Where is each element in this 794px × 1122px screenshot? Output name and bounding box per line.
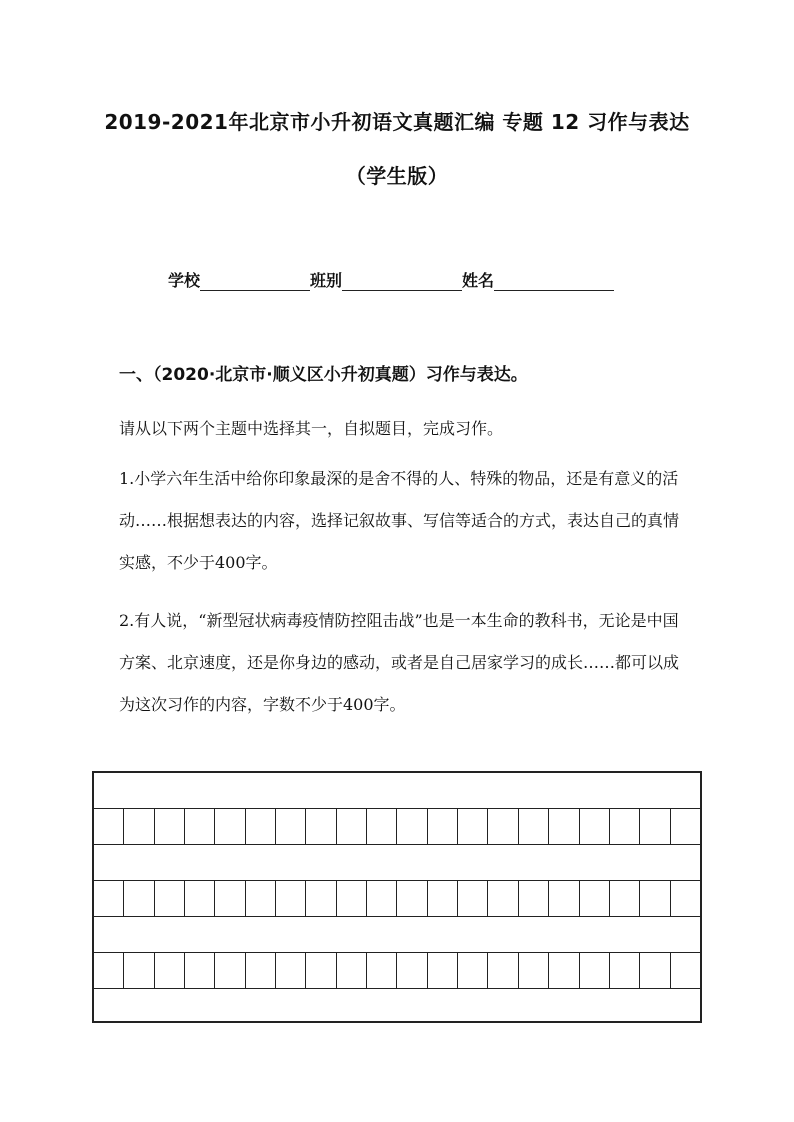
grid-cell[interactable] [488,953,518,988]
grid-cell[interactable] [276,809,306,844]
grid-cell[interactable] [155,953,185,988]
grid-cell[interactable] [397,881,427,916]
grid-cell[interactable] [246,809,276,844]
grid-cell[interactable] [155,881,185,916]
grid-cell[interactable] [246,881,276,916]
grid-cell[interactable] [640,809,670,844]
name-blank[interactable] [494,272,614,291]
grid-cell[interactable] [671,809,700,844]
grid-cell[interactable] [640,881,670,916]
document-subtitle: （学生版） [345,164,449,188]
grid-cell[interactable] [610,953,640,988]
grid-cell[interactable] [640,953,670,988]
grid-cell[interactable] [185,953,215,988]
writing-grid[interactable] [92,771,702,1023]
grid-cell[interactable] [124,953,154,988]
grid-cell[interactable] [549,881,579,916]
grid-gap-row [94,773,700,809]
question-heading: 一、（2020·北京市·顺义区小升初真题）习作与表达。 [119,365,528,385]
grid-cell[interactable] [215,953,245,988]
grid-gap-row [94,917,700,953]
grid-cell[interactable] [155,809,185,844]
grid-cell[interactable] [246,953,276,988]
grid-cell[interactable] [215,809,245,844]
grid-gap-row [94,989,700,1025]
grid-cell[interactable] [306,809,336,844]
grid-cell[interactable] [671,881,700,916]
grid-cell[interactable] [428,881,458,916]
grid-cell[interactable] [458,953,488,988]
grid-cell[interactable] [306,953,336,988]
grid-cell-row[interactable] [94,809,700,845]
grid-cell[interactable] [94,809,124,844]
grid-cell[interactable] [367,953,397,988]
class-label: 班别 [310,271,343,290]
topic-two: 2.有人说，“新型冠状病毒疫情防控阻击战”也是一本生命的教科书，无论是中国方案、北京速度，还是你身边的感动，或者是自己居家学习的成长……都可以成为这次习作的内容，字数不少于400字。 [119,611,680,714]
grid-cell[interactable] [580,809,610,844]
class-blank[interactable] [342,272,462,291]
grid-cell[interactable] [428,953,458,988]
school-label: 学校 [168,271,201,290]
grid-cell[interactable] [549,809,579,844]
student-info-line [168,268,614,291]
name-label: 姓名 [462,271,495,290]
grid-cell[interactable] [397,809,427,844]
grid-cell[interactable] [276,881,306,916]
grid-cell[interactable] [397,953,427,988]
grid-cell[interactable] [185,809,215,844]
grid-cell-row[interactable] [94,881,700,917]
grid-cell[interactable] [337,953,367,988]
grid-cell[interactable] [610,881,640,916]
grid-cell[interactable] [124,809,154,844]
topic-one: 1.小学六年生活中给你印象最深的是舍不得的人、特殊的物品，还是有意义的活动……根据想表达的内容，选择记叙故事、写信等适合的方式，表达自己的真情实感，不少于400字。 [119,469,680,572]
grid-cell[interactable] [276,953,306,988]
grid-cell[interactable] [215,881,245,916]
grid-cell[interactable] [367,809,397,844]
grid-cell[interactable] [367,881,397,916]
grid-cell[interactable] [519,881,549,916]
school-blank[interactable] [200,272,310,291]
grid-cell[interactable] [610,809,640,844]
grid-cell[interactable] [580,953,610,988]
grid-cell[interactable] [580,881,610,916]
grid-cell[interactable] [488,809,518,844]
grid-cell[interactable] [488,881,518,916]
grid-cell[interactable] [306,881,336,916]
grid-cell[interactable] [94,953,124,988]
grid-cell-row[interactable] [94,953,700,989]
grid-cell[interactable] [428,809,458,844]
grid-cell[interactable] [337,881,367,916]
grid-cell[interactable] [671,953,700,988]
grid-cell[interactable] [337,809,367,844]
grid-gap-row [94,845,700,881]
grid-cell[interactable] [185,881,215,916]
grid-cell[interactable] [549,953,579,988]
grid-cell[interactable] [519,809,549,844]
grid-cell[interactable] [458,809,488,844]
document-title: 2019-2021年北京市小升初语文真题汇编 专题 12 习作与表达 [104,110,690,134]
question-instruction: 请从以下两个主题中选择其一，自拟题目，完成习作。 [119,419,504,438]
grid-cell[interactable] [94,881,124,916]
grid-cell[interactable] [519,953,549,988]
grid-cell[interactable] [458,881,488,916]
grid-cell[interactable] [124,881,154,916]
